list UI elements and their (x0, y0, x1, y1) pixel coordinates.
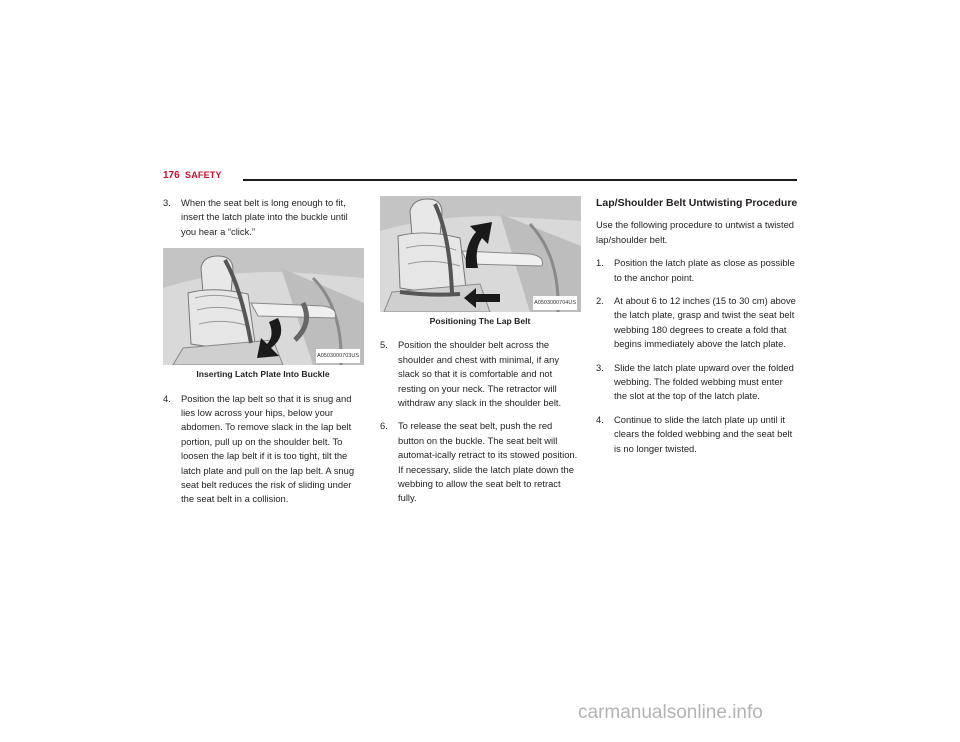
step-number: 3. (163, 197, 171, 208)
step-number: 4. (596, 413, 604, 425)
step-number: 4. (163, 392, 171, 404)
figure-caption: Positioning The Lap Belt (429, 316, 531, 326)
figure-caption: Inserting Latch Plate Into Buckle (196, 369, 330, 380)
untwist-step-1 (596, 256, 798, 285)
step-3 (163, 196, 363, 239)
untwist-step-2 (596, 294, 798, 352)
figure-positioning-lap-belt (380, 196, 580, 312)
step-number: 1. (596, 257, 604, 269)
step-number: 5. (380, 339, 388, 351)
figure-inserting-latch-plate (163, 248, 363, 365)
figure-code: A0503000704US (533, 296, 577, 310)
step-text: Position the shoulder belt across the shoulder and chest with minimal, if any slack so that it is comfortable and not resting on your neck. The retractor will withdraw any slack in the shoulder belt. (398, 339, 562, 409)
step-text: At about 6 to 12 inches (15 to 30 cm) above the latch plate, grasp and twist the seat belt webbing 180 degrees to create a fold that begins immediately above the latch plate. (614, 295, 796, 350)
header-rule (243, 179, 797, 181)
page-header (163, 170, 797, 186)
step-text: Continue to slide the latch plate up until it clears the folded webbing and the seat belt is no longer twisted. (614, 413, 793, 454)
step-text: When the seat belt is long enough to fit, insert the latch plate into the buckle until you hear a “click.” (181, 197, 348, 237)
step-4 (163, 392, 363, 507)
watermark: carmanualsonline.info (578, 702, 763, 723)
step-text: Position the lap belt so that it is snug and lies low across your hips, below your abdomen. To remove slack in the lap belt portion, pull up on the shoulder belt. To loosen the lap belt if it is too tight, tilt the latch plate and pull on the lap belt. A snug seat belt reduces the risk of sliding under the seat belt in a collision. (181, 392, 355, 505)
column-2 (380, 196, 580, 515)
step-text: To release the seat belt, push the red button on the buckle. The seat belt will automat-ically retract to its stowed position. If necessary, slide the latch plate down the webbing to allow the seat belt to retract fully. (398, 420, 578, 504)
seat-belt-illustration (380, 196, 581, 312)
figure-code: A0503000703US (316, 349, 360, 363)
step-text: Position the latch plate as close as possible to the anchor point. (614, 257, 795, 283)
untwist-step-4 (596, 413, 798, 456)
step-text: Slide the latch plate upward over the folded webbing. The folded webbing must enter the slot at the top of the latch plate. (614, 361, 794, 402)
step-5 (380, 338, 580, 410)
intro-paragraph: Use the following procedure to untwist a twisted lap/shoulder belt. (596, 219, 795, 245)
step-number: 2. (596, 295, 604, 307)
untwist-step-3 (596, 361, 798, 404)
column-3 (596, 196, 798, 465)
seat-belt-illustration (163, 248, 364, 365)
step-6 (380, 419, 580, 505)
page-number: 176 (163, 170, 180, 181)
section-heading: Lap/Shoulder Belt Untwisting Procedure (596, 197, 798, 209)
step-number: 6. (380, 420, 388, 432)
section-title: SAFETY (185, 170, 222, 180)
step-number: 3. (596, 361, 604, 373)
column-1 (163, 196, 363, 516)
